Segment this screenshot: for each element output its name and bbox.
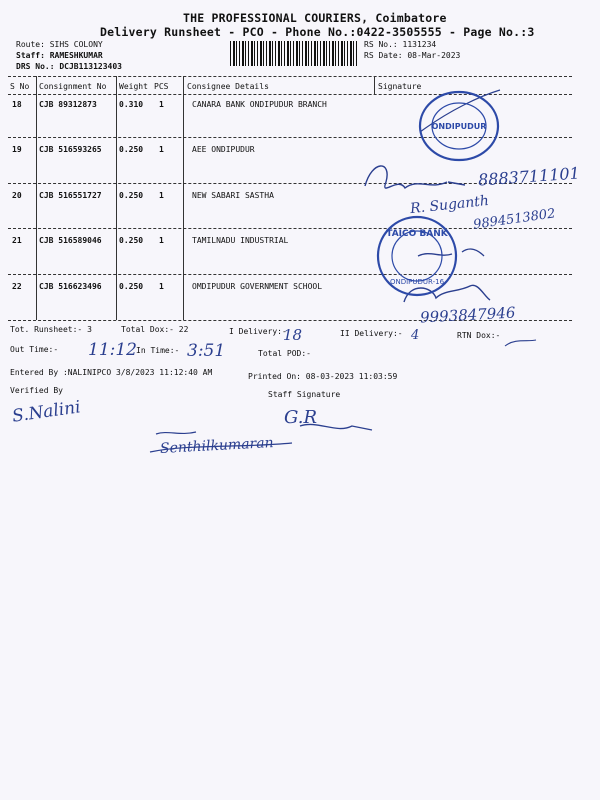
row-consignee: AEE ONDIPUDUR — [192, 145, 255, 154]
runsheet-title: Delivery Runsheet - PCO - Phone No.:0422-3505555 - Page No.:3 — [100, 25, 535, 39]
col-header-sno: S No — [10, 82, 30, 91]
route-label: Route: SIHS COLONY — [16, 40, 103, 49]
in-time-label: In Time:- — [136, 346, 180, 355]
row-consignee: CANARA BANK ONDIPUDUR BRANCH — [192, 100, 327, 109]
col-header-pcs: PCS — [154, 82, 169, 91]
row-pcs: 1 — [159, 282, 164, 291]
row-weight: 0.250 — [119, 191, 144, 200]
out-time-label: Out Time:- — [10, 345, 59, 354]
row-weight: 0.310 — [119, 100, 144, 109]
col-header-consignee: Consignee Details — [187, 82, 269, 91]
stamp-bank-bottom-text: ONDIPUDUR-16 — [389, 278, 445, 286]
out-time-value: 11:12 — [88, 340, 137, 360]
col-header-signature: Signature — [378, 82, 422, 91]
stamp-bank-text: TAICO BANK — [386, 229, 448, 239]
row-pcs: 1 — [159, 236, 164, 245]
ii-delivery-value: 4 — [411, 328, 420, 343]
rs-no-label: RS No.: 1131234 — [364, 40, 437, 49]
row-sno: 22 — [12, 282, 22, 291]
total-pod-label: Total POD:- — [258, 349, 311, 358]
row-consignment: CJB 516551727 — [39, 191, 102, 200]
row-sno: 21 — [12, 236, 22, 245]
verified-by-label: Verified By — [10, 386, 63, 395]
row-sno: 18 — [12, 100, 22, 109]
bank-stamp — [375, 214, 459, 298]
row-weight: 0.250 — [119, 145, 144, 154]
handwritten-phone-2: 9894513802 — [472, 206, 557, 233]
stamp-top-text: ONDIPUDUR — [431, 122, 487, 131]
row-consignee: OMDIPUDUR GOVERNMENT SCHOOL — [192, 282, 323, 291]
staff-signature-label: Staff Signature — [268, 390, 341, 399]
ii-delivery-label: II Delivery:- — [340, 329, 403, 338]
rs-date-label: RS Date: 08-Mar-2023 — [364, 51, 461, 60]
row-sno: 20 — [12, 191, 22, 200]
row-consignment: CJB 89312873 — [39, 100, 97, 109]
col-header-weight: Weight — [119, 82, 148, 91]
verified-signature: S.Nalini — [10, 397, 82, 427]
row-consignment: CJB 516593265 — [39, 145, 102, 154]
staff-label: Staff: RAMESHKUMAR — [16, 51, 103, 60]
bottom-signature: Senthilkumaran — [159, 435, 275, 457]
row-consignee: TAMILNADU INDUSTRIAL — [192, 236, 289, 245]
row-pcs: 1 — [159, 100, 164, 109]
col-header-consignment: Consignment No — [39, 82, 107, 91]
rtn-dox-label: RTN Dox:- — [457, 331, 501, 340]
handwritten-phone-1: 8883711101 — [477, 163, 581, 190]
row-consignment: CJB 516589046 — [39, 236, 102, 245]
entered-by: Entered By :NALINIPCO 3/8/2023 11:12:40 AM — [10, 368, 213, 377]
total-dox: Total Dox:- 22 — [121, 325, 189, 334]
i-delivery-value: 18 — [283, 326, 303, 344]
printed-on: Printed On: 08-03-2023 11:03:59 — [248, 372, 398, 381]
row-consignment: CJB 516623496 — [39, 282, 102, 291]
round-stamp-top — [417, 88, 501, 164]
row-consignee: NEW SABARI SASTHA — [192, 191, 274, 200]
i-delivery-label: I Delivery:- — [229, 327, 287, 336]
company-title: THE PROFESSIONAL COURIERS, Coimbatore — [183, 11, 447, 25]
staff-handwritten-signature: G.R — [284, 407, 318, 428]
handwritten-name-2: R. Suganth — [409, 192, 490, 218]
handwritten-phone-3: 9993847946 — [419, 303, 516, 327]
row-sno: 19 — [12, 145, 22, 154]
in-time-value: 3:51 — [187, 341, 226, 361]
tot-runsheet: Tot. Runsheet:- 3 — [10, 325, 92, 334]
row-pcs: 1 — [159, 191, 164, 200]
row-weight: 0.250 — [119, 236, 144, 245]
row-weight: 0.250 — [119, 282, 144, 291]
row-pcs: 1 — [159, 145, 164, 154]
drs-label: DRS No.: DCJB113123403 — [16, 62, 122, 71]
